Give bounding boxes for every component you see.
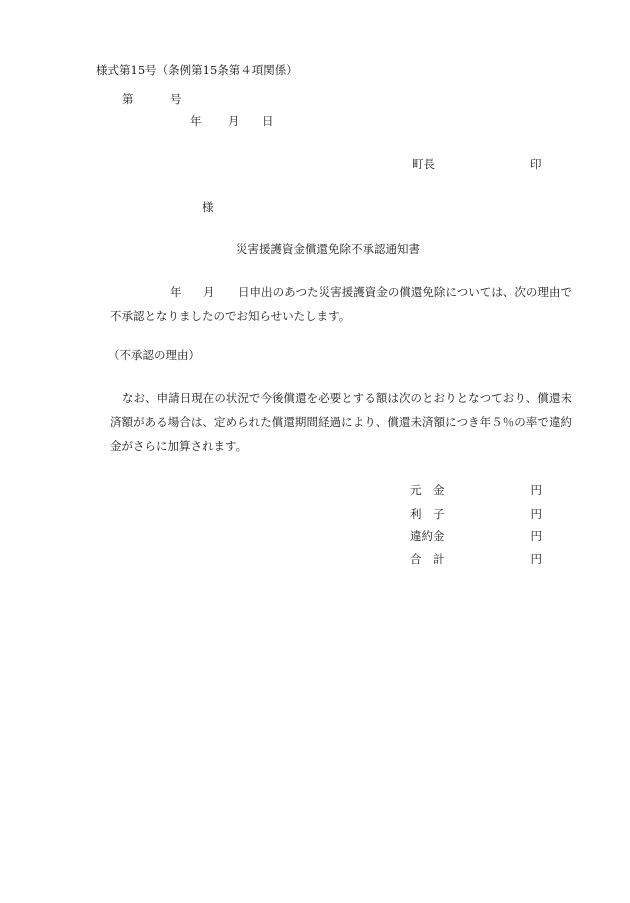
form-number: 様式第15号（条例第15条第４項関係） (96, 63, 298, 77)
amount-row-interest (410, 506, 550, 522)
body-paragraph-2: なお、申請日現在の状況で今後償還を必要とする額は次のとおりとなつており、償還未済額がある場合は、定められた償還期間経過により、償還未済額につき年５％の率で違約金がさらに加算されます。 (110, 391, 572, 453)
date-month-label: 月 (228, 114, 240, 128)
body-year-label: 年 (170, 285, 182, 299)
seal-mark: 印 (530, 157, 542, 171)
date-day-label: 日 (262, 114, 274, 128)
amount-row-penalty (410, 528, 550, 544)
amount-row-principal (410, 482, 550, 498)
date-year-label: 年 (190, 114, 202, 128)
issuer-title: 町長 (412, 157, 435, 171)
amount-label: 合 計 (410, 552, 445, 566)
body-paragraph-1: 日申出のあつた災害援護資金の償還免除については、次の理由で不承認となりましたのでお知らせいたします。 (110, 285, 572, 323)
amount-unit: 円 (530, 552, 542, 566)
amount-unit: 円 (530, 529, 542, 543)
amount-label: 利 子 (410, 507, 445, 521)
body-month-label: 月 (203, 285, 215, 299)
amount-label: 元 金 (410, 483, 445, 497)
document-title: 災害援護資金償還免除不承認通知書 (236, 242, 420, 256)
reason-heading: （不承認の理由） (108, 348, 200, 362)
doc-number-prefix: 第 (122, 92, 134, 106)
addressee-honorific: 様 (202, 200, 214, 214)
amount-row-total (410, 551, 550, 567)
amount-label: 違約金 (410, 529, 445, 543)
doc-number-suffix: 号 (170, 92, 182, 106)
amount-unit: 円 (530, 507, 542, 521)
amount-unit: 円 (530, 483, 542, 497)
